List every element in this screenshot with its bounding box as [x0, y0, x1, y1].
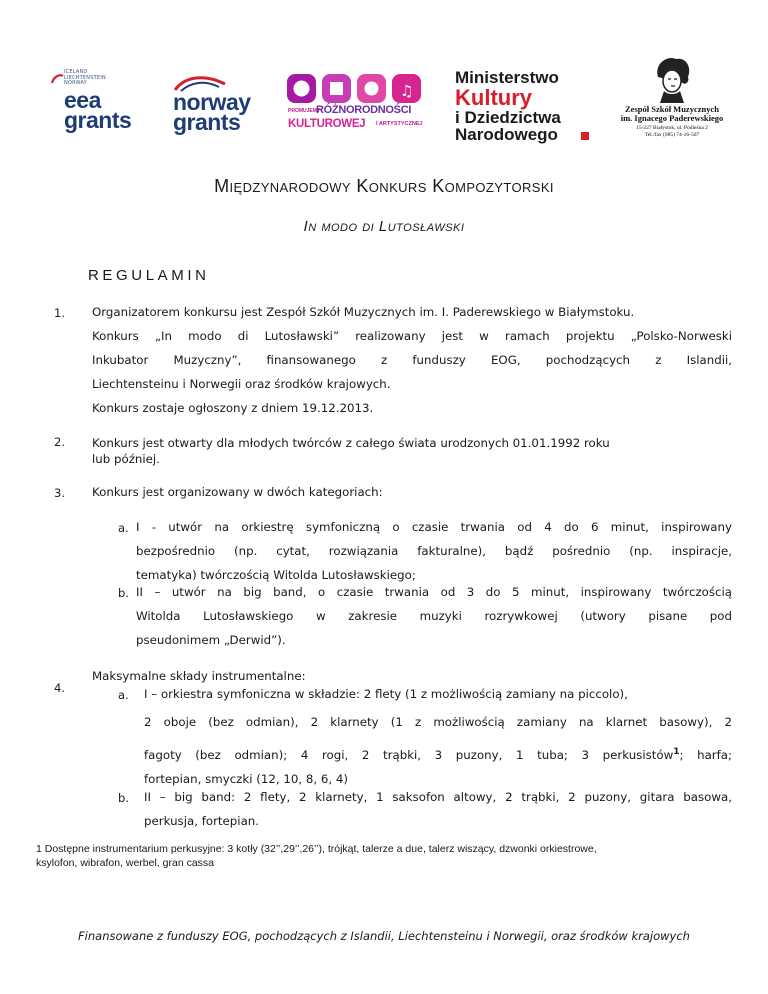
item-number: 3. — [54, 486, 65, 500]
item-3-text: Konkurs jest organizowany w dwóch kategoriach: — [92, 485, 383, 499]
eea-wordmark: eea grants — [64, 87, 132, 133]
mk-line3: i Dziedzictwa — [455, 108, 561, 127]
item-3b-text: II – utwór na big band, o czasie trwania od 3 do 5 minut, inspirowany twórczością Witolda Lutosławskiego w zakresie muzyki rozrywkowej (utwory pisane pod pseudonimem „Derwid”). — [136, 585, 732, 647]
document-title: Międzynarodowy Konkurs Kompozytorski — [214, 176, 554, 196]
logo-bar — [0, 0, 768, 150]
document-subtitle: In modo di Lutosławski — [303, 218, 465, 235]
mk-line1: Ministerstwo — [455, 68, 559, 87]
subitem-label: a. — [118, 688, 129, 702]
roz-promujemy: PROMUJEMY — [288, 108, 321, 114]
item-number: 1. — [54, 306, 65, 320]
section-heading: REGULAMIN — [88, 267, 210, 284]
norway-wordmark: norway grants — [173, 89, 251, 135]
ministerstwo-kultury-logo — [455, 68, 600, 144]
paderewski-portrait-icon — [650, 55, 694, 105]
culture-icons — [286, 72, 432, 106]
item-4b-text: II – big band: 2 flety, 2 klarnety, 1 saksofon altowy, 2 trąbki, 2 puzony, gitara basowa, perkusja, fortepian. — [144, 790, 732, 828]
item-number: 2. — [54, 435, 65, 449]
mk-line2: Kultury — [455, 85, 532, 110]
item-1-text: Organizatorem konkursu jest Zespół Szkół Muzycznych im. I. Paderewskiego w Białymstoku. Konkurs „In modo di Lutosławski” realizowany jest w ramach projektu „Polsko-Norweski Inkubator Muzyczny”, finansowanego z funduszy EOG, pochodzących z Islandii, Liechtensteinu i Norwegii oraz środków krajowych. Konkurs zostaje ogłoszony z dniem 19.12.2013. — [92, 305, 732, 415]
mk-square-icon — [581, 132, 589, 140]
svg-text:♫: ♫ — [400, 82, 414, 100]
footnote-ref: 1 — [673, 747, 680, 757]
item-4a-text: I – orkiestra symfoniczna w składzie: 2 flety (1 z możliwością zamiany na piccolo), 2 oboje (bez odmian), 2 klarnety (1 z możliwością zamiany na klarnet basowy), 2 fagoty (bez odmian); 4 rogi, 2 trąbki, 3 puzony, 1 tuba; 3 perkusistów$^1$; harfa; fortepian, smyczki (12, 10, 8, 6, 4) — [144, 687, 733, 786]
item-number: 4. — [54, 681, 65, 695]
zsm-logo — [612, 55, 732, 147]
zsm-address: 15-227 Białystok, ul. Podleśna 2 Tel./fax (085) 74-16-507 — [636, 125, 708, 138]
subitem-label: a. — [118, 521, 129, 535]
mk-line4: Narodowego — [455, 125, 558, 144]
roz-word2: KULTUROWEJ — [288, 118, 366, 130]
subitem-label: b. — [118, 586, 129, 600]
eea-countries: ICELAND LIECHTENSTEIN NORWAY — [64, 69, 106, 86]
item-4a-line3: fagoty (bez odmian); 4 rogi, 2 trąbki, 3 puzony, 1 tuba; 3 perkusistów$^1$; harfa; — [144, 747, 733, 762]
roznorodnosci-logo — [284, 68, 432, 140]
item-3a-text: I - utwór na orkiestrę symfoniczną o czasie trwania od 4 do 6 minut, inspirowany bezpośrednio (np. cytat, rozwiązania fakturalne), bądź pośrednio (np. inspiracje, tematyka) twórczością Witolda Lutosławskiego; — [136, 520, 732, 582]
subitem-label: b. — [118, 791, 129, 805]
item-4-text: Maksymalne składy instrumentalne: — [92, 669, 306, 683]
footnote: 1 Dostępne instrumentarium perkusyjne: 3 kotły (32’’,29’’,26’’), trójkąt, talerze a due, talerz wiszący, dzwonki orkiestrowe, ksylofon, wibrafon, werbel, gran cassa — [36, 843, 597, 869]
roz-word3: I ARTYSTYCZNEJ — [376, 121, 423, 127]
zsm-name: Zespół Szkół Muzycznych im. Ignacego Paderewskiego — [620, 104, 724, 123]
eea-flag-icon — [50, 72, 64, 86]
eea-grants-logo — [50, 68, 145, 133]
item-2-text: Konkurs jest otwarty dla młodych twórców z całego świata urodzonych 01.01.1992 roku lub później. — [92, 436, 610, 466]
roz-word1: RÓŻNORODNOŚCI — [316, 104, 412, 116]
norway-grants-logo — [165, 72, 260, 135]
page-footer: Finansowane z funduszy EOG, pochodzących z Islandii, Liechtensteinu i Norwegii, oraz środków krajowych — [78, 929, 690, 943]
